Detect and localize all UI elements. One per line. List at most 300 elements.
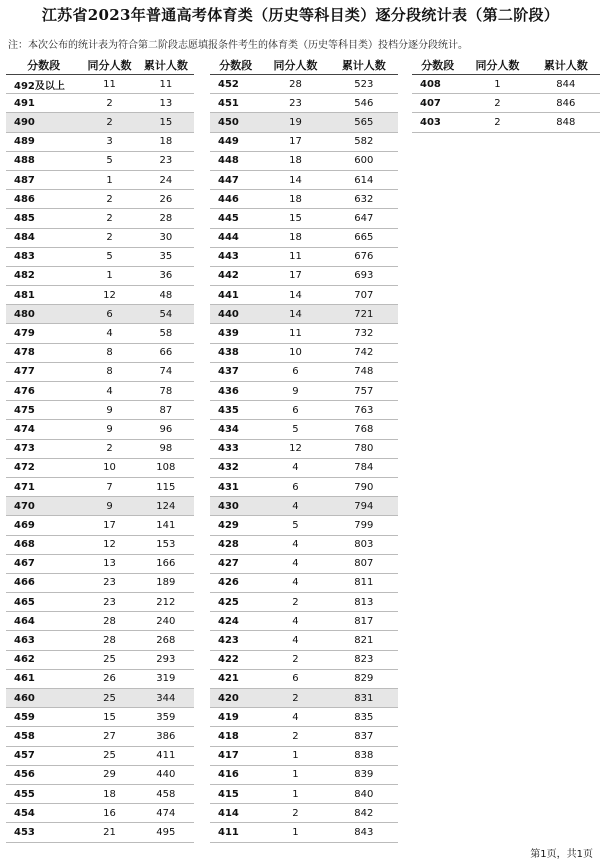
cell-score: 449 (210, 132, 261, 151)
table-row (210, 362, 398, 381)
cell-cumulative: 757 (330, 382, 398, 401)
header-score: 分数段 (6, 56, 81, 75)
cell-cumulative: 835 (330, 708, 398, 727)
header-score: 分数段 (210, 56, 261, 75)
cell-score: 464 (6, 612, 81, 631)
cell-same-count: 1 (81, 170, 137, 189)
cell-same-count: 8 (81, 362, 137, 381)
cell-score: 437 (210, 362, 261, 381)
cell-cumulative: 614 (330, 170, 398, 189)
cell-score: 478 (6, 343, 81, 362)
header-cumulative: 累计人数 (330, 56, 398, 75)
cell-score: 488 (6, 151, 81, 170)
table-row (412, 94, 600, 113)
cell-cumulative: 319 (138, 669, 194, 688)
table-row (6, 151, 194, 170)
header-same-count: 同分人数 (81, 56, 137, 75)
cell-same-count: 19 (261, 113, 329, 132)
cell-score: 489 (6, 132, 81, 151)
cell-score: 455 (6, 784, 81, 803)
cell-cumulative: 846 (532, 94, 600, 113)
cell-score: 414 (210, 804, 261, 823)
table-row (6, 593, 194, 612)
table-row (6, 554, 194, 573)
cell-cumulative: 474 (138, 804, 194, 823)
cell-score: 440 (210, 305, 261, 324)
cell-cumulative: 523 (330, 75, 398, 94)
cell-same-count: 28 (261, 75, 329, 94)
cell-score: 453 (6, 823, 81, 842)
cell-cumulative: 166 (138, 554, 194, 573)
cell-score: 435 (210, 401, 261, 420)
cell-score: 424 (210, 612, 261, 631)
cell-same-count: 10 (81, 458, 137, 477)
cell-score: 467 (6, 554, 81, 573)
cell-score: 415 (210, 784, 261, 803)
cell-cumulative: 817 (330, 612, 398, 631)
cell-same-count: 5 (81, 247, 137, 266)
cell-cumulative: 840 (330, 784, 398, 803)
cell-score: 474 (6, 420, 81, 439)
cell-cumulative: 843 (330, 823, 398, 842)
table-row (210, 823, 398, 842)
cell-same-count: 18 (261, 190, 329, 209)
header-cumulative: 累计人数 (532, 56, 600, 75)
cell-same-count: 23 (81, 593, 137, 612)
cell-cumulative: 742 (330, 343, 398, 362)
table-row (6, 708, 194, 727)
table-row (6, 286, 194, 305)
header-same-count: 同分人数 (261, 56, 329, 75)
cell-same-count: 25 (81, 746, 137, 765)
table-row (6, 516, 194, 535)
cell-same-count: 6 (81, 305, 137, 324)
cell-cumulative: 676 (330, 247, 398, 266)
cell-same-count: 2 (81, 94, 137, 113)
table-row (6, 420, 194, 439)
cell-same-count: 17 (81, 516, 137, 535)
cell-cumulative: 108 (138, 458, 194, 477)
cell-same-count: 1 (261, 784, 329, 803)
cell-cumulative: 212 (138, 593, 194, 612)
cell-same-count: 2 (261, 727, 329, 746)
table-row (6, 669, 194, 688)
cell-same-count: 6 (261, 477, 329, 496)
cell-score: 445 (210, 209, 261, 228)
cell-score: 475 (6, 401, 81, 420)
cell-score: 444 (210, 228, 261, 247)
cell-same-count: 9 (261, 382, 329, 401)
cell-same-count: 14 (261, 305, 329, 324)
cell-score: 471 (6, 477, 81, 496)
score-table-2 (210, 56, 398, 843)
cell-cumulative: 565 (330, 113, 398, 132)
table-row (210, 247, 398, 266)
cell-score: 470 (6, 497, 81, 516)
cell-cumulative: 632 (330, 190, 398, 209)
cell-score: 427 (210, 554, 261, 573)
table-row (210, 458, 398, 477)
cell-score: 463 (6, 631, 81, 650)
cell-cumulative: 96 (138, 420, 194, 439)
table-row (210, 669, 398, 688)
cell-cumulative: 839 (330, 765, 398, 784)
cell-cumulative: 26 (138, 190, 194, 209)
table-row (6, 209, 194, 228)
cell-same-count: 16 (81, 804, 137, 823)
cell-same-count: 4 (261, 554, 329, 573)
cell-cumulative: 794 (330, 497, 398, 516)
cell-cumulative: 693 (330, 266, 398, 285)
cell-same-count: 15 (81, 708, 137, 727)
cell-cumulative: 768 (330, 420, 398, 439)
table-row (6, 573, 194, 592)
cell-score: 425 (210, 593, 261, 612)
table-row (6, 650, 194, 669)
score-table-3 (412, 56, 600, 133)
cell-score: 465 (6, 593, 81, 612)
cell-score: 466 (6, 573, 81, 592)
table-row (6, 343, 194, 362)
table-row (210, 286, 398, 305)
cell-score: 457 (6, 746, 81, 765)
score-table-1 (6, 56, 194, 843)
cell-same-count: 14 (261, 286, 329, 305)
cell-same-count: 3 (81, 132, 137, 151)
cell-cumulative: 837 (330, 727, 398, 746)
table-row (6, 247, 194, 266)
cell-score: 485 (6, 209, 81, 228)
cell-score: 459 (6, 708, 81, 727)
cell-cumulative: 87 (138, 401, 194, 420)
table-row (210, 113, 398, 132)
cell-same-count: 1 (261, 765, 329, 784)
table-row (6, 266, 194, 285)
cell-same-count: 5 (261, 420, 329, 439)
table-row (210, 439, 398, 458)
cell-score: 422 (210, 650, 261, 669)
table-row (6, 305, 194, 324)
cell-same-count: 4 (261, 612, 329, 631)
table-row (6, 535, 194, 554)
cell-same-count: 11 (261, 247, 329, 266)
cell-cumulative: 799 (330, 516, 398, 535)
table-row (6, 631, 194, 650)
cell-score: 487 (6, 170, 81, 189)
cell-cumulative: 18 (138, 132, 194, 151)
cell-score: 430 (210, 497, 261, 516)
table-row (210, 75, 398, 94)
cell-same-count: 28 (81, 612, 137, 631)
cell-same-count: 13 (81, 554, 137, 573)
cell-same-count: 2 (81, 439, 137, 458)
cell-score: 447 (210, 170, 261, 189)
table-row (210, 765, 398, 784)
cell-score: 448 (210, 151, 261, 170)
cell-same-count: 7 (81, 477, 137, 496)
cell-same-count: 4 (81, 324, 137, 343)
cell-cumulative: 386 (138, 727, 194, 746)
cell-cumulative: 15 (138, 113, 194, 132)
cell-score: 411 (210, 823, 261, 842)
cell-same-count: 15 (261, 209, 329, 228)
table-row (210, 209, 398, 228)
table-row (6, 382, 194, 401)
cell-score: 452 (210, 75, 261, 94)
cell-cumulative: 829 (330, 669, 398, 688)
cell-score: 481 (6, 286, 81, 305)
cell-same-count: 1 (261, 746, 329, 765)
cell-same-count: 1 (261, 823, 329, 842)
table-row (6, 765, 194, 784)
cell-cumulative: 359 (138, 708, 194, 727)
table-row (210, 535, 398, 554)
table-row (210, 573, 398, 592)
table-row (210, 631, 398, 650)
cell-same-count: 18 (81, 784, 137, 803)
cell-score: 442 (210, 266, 261, 285)
table-row (210, 477, 398, 496)
cell-cumulative: 36 (138, 266, 194, 285)
cell-score: 479 (6, 324, 81, 343)
cell-same-count: 18 (261, 228, 329, 247)
table-row (6, 132, 194, 151)
cell-score: 438 (210, 343, 261, 362)
table-row (210, 151, 398, 170)
cell-same-count: 2 (81, 113, 137, 132)
table-row (6, 228, 194, 247)
page-title: 江苏省2023年普通高考体育类（历史等科目类）逐分段统计表（第二阶段） (41, 6, 560, 24)
table-row (6, 804, 194, 823)
cell-same-count: 17 (261, 266, 329, 285)
cell-cumulative: 11 (138, 75, 194, 94)
table-row (210, 228, 398, 247)
cell-same-count: 2 (81, 209, 137, 228)
table-row (6, 689, 194, 708)
table-row (210, 650, 398, 669)
cell-cumulative: 54 (138, 305, 194, 324)
cell-same-count: 8 (81, 343, 137, 362)
table-row (210, 497, 398, 516)
cell-cumulative: 707 (330, 286, 398, 305)
cell-score: 473 (6, 439, 81, 458)
cell-score: 419 (210, 708, 261, 727)
cell-score: 418 (210, 727, 261, 746)
cell-score: 421 (210, 669, 261, 688)
cell-score: 451 (210, 94, 261, 113)
cell-same-count: 2 (261, 689, 329, 708)
cell-same-count: 4 (261, 573, 329, 592)
cell-score: 429 (210, 516, 261, 535)
page-footer: 第1页，共1页 (530, 849, 593, 860)
cell-same-count: 28 (81, 631, 137, 650)
cell-score: 461 (6, 669, 81, 688)
cell-score: 433 (210, 439, 261, 458)
table-row (6, 439, 194, 458)
cell-cumulative: 189 (138, 573, 194, 592)
cell-same-count: 4 (261, 535, 329, 554)
cell-score: 476 (6, 382, 81, 401)
cell-same-count: 14 (261, 170, 329, 189)
cell-cumulative: 803 (330, 535, 398, 554)
cell-same-count: 12 (81, 286, 137, 305)
cell-cumulative: 811 (330, 573, 398, 592)
cell-same-count: 4 (261, 708, 329, 727)
table-row (6, 727, 194, 746)
table-row (6, 190, 194, 209)
cell-score: 484 (6, 228, 81, 247)
cell-same-count: 9 (81, 420, 137, 439)
cell-score: 486 (6, 190, 81, 209)
cell-score: 403 (412, 113, 463, 132)
cell-score: 490 (6, 113, 81, 132)
table-row (210, 554, 398, 573)
cell-same-count: 10 (261, 343, 329, 362)
cell-same-count: 12 (261, 439, 329, 458)
cell-same-count: 1 (463, 75, 531, 94)
cell-score: 423 (210, 631, 261, 650)
cell-same-count: 9 (81, 497, 137, 516)
cell-same-count: 25 (81, 689, 137, 708)
table-row (412, 75, 600, 94)
cell-cumulative: 141 (138, 516, 194, 535)
table-row (210, 401, 398, 420)
cell-same-count: 23 (81, 573, 137, 592)
table-row (210, 343, 398, 362)
table-row (6, 497, 194, 516)
cell-same-count: 11 (81, 75, 137, 94)
cell-score: 441 (210, 286, 261, 305)
cell-same-count: 17 (261, 132, 329, 151)
cell-cumulative: 790 (330, 477, 398, 496)
cell-same-count: 23 (261, 94, 329, 113)
cell-score: 492及以上 (6, 75, 81, 94)
cell-cumulative: 813 (330, 593, 398, 612)
table-row (210, 784, 398, 803)
table-row (6, 823, 194, 842)
cell-cumulative: 98 (138, 439, 194, 458)
cell-score: 432 (210, 458, 261, 477)
cell-score: 431 (210, 477, 261, 496)
table-row (210, 305, 398, 324)
cell-score: 434 (210, 420, 261, 439)
cell-score: 480 (6, 305, 81, 324)
table-row (6, 324, 194, 343)
table-row (6, 612, 194, 631)
cell-cumulative: 823 (330, 650, 398, 669)
table-row (210, 746, 398, 765)
cell-cumulative: 30 (138, 228, 194, 247)
cell-cumulative: 74 (138, 362, 194, 381)
cell-cumulative: 78 (138, 382, 194, 401)
cell-cumulative: 35 (138, 247, 194, 266)
cell-same-count: 4 (261, 631, 329, 650)
cell-cumulative: 13 (138, 94, 194, 113)
cell-same-count: 6 (261, 669, 329, 688)
cell-cumulative: 411 (138, 746, 194, 765)
cell-score: 462 (6, 650, 81, 669)
cell-cumulative: 115 (138, 477, 194, 496)
cell-cumulative: 268 (138, 631, 194, 650)
cell-same-count: 2 (261, 804, 329, 823)
cell-score: 446 (210, 190, 261, 209)
cell-score: 417 (210, 746, 261, 765)
cell-cumulative: 665 (330, 228, 398, 247)
cell-score: 456 (6, 765, 81, 784)
cell-score: 469 (6, 516, 81, 535)
table-row (210, 132, 398, 151)
header-cumulative: 累计人数 (138, 56, 194, 75)
cell-score: 482 (6, 266, 81, 285)
cell-score: 426 (210, 573, 261, 592)
cell-cumulative: 748 (330, 362, 398, 381)
table-row (210, 266, 398, 285)
cell-same-count: 2 (81, 190, 137, 209)
cell-cumulative: 495 (138, 823, 194, 842)
cell-cumulative: 28 (138, 209, 194, 228)
cell-cumulative: 838 (330, 746, 398, 765)
cell-cumulative: 780 (330, 439, 398, 458)
cell-score: 450 (210, 113, 261, 132)
table-row (210, 612, 398, 631)
cell-cumulative: 600 (330, 151, 398, 170)
cell-cumulative: 153 (138, 535, 194, 554)
table-row (210, 170, 398, 189)
cell-score: 483 (6, 247, 81, 266)
cell-score: 454 (6, 804, 81, 823)
cell-cumulative: 344 (138, 689, 194, 708)
cell-same-count: 2 (463, 94, 531, 113)
cell-score: 491 (6, 94, 81, 113)
table-row (210, 190, 398, 209)
cell-cumulative: 546 (330, 94, 398, 113)
cell-same-count: 6 (261, 362, 329, 381)
table-row (210, 689, 398, 708)
cell-same-count: 2 (463, 113, 531, 132)
cell-cumulative: 844 (532, 75, 600, 94)
cell-score: 468 (6, 535, 81, 554)
table-row (210, 94, 398, 113)
cell-cumulative: 763 (330, 401, 398, 420)
cell-cumulative: 582 (330, 132, 398, 151)
cell-cumulative: 240 (138, 612, 194, 631)
cell-score: 416 (210, 765, 261, 784)
cell-same-count: 1 (81, 266, 137, 285)
table-row (210, 804, 398, 823)
cell-cumulative: 647 (330, 209, 398, 228)
cell-same-count: 2 (81, 228, 137, 247)
cell-score: 420 (210, 689, 261, 708)
cell-same-count: 21 (81, 823, 137, 842)
note-text: 注：本次公布的统计表为符合第二阶段志愿填报条件考生的体育类（历史等科目类）投档分逐分段统计。 (8, 40, 468, 51)
header-same-count: 同分人数 (463, 56, 531, 75)
table-row (6, 170, 194, 189)
cell-same-count: 26 (81, 669, 137, 688)
cell-score: 443 (210, 247, 261, 266)
cell-cumulative: 842 (330, 804, 398, 823)
cell-score: 477 (6, 362, 81, 381)
cell-cumulative: 784 (330, 458, 398, 477)
cell-same-count: 4 (261, 497, 329, 516)
table-row (6, 784, 194, 803)
cell-same-count: 25 (81, 650, 137, 669)
table-row (210, 324, 398, 343)
cell-cumulative: 24 (138, 170, 194, 189)
cell-cumulative: 721 (330, 305, 398, 324)
table-row (210, 420, 398, 439)
cell-score: 407 (412, 94, 463, 113)
cell-score: 436 (210, 382, 261, 401)
